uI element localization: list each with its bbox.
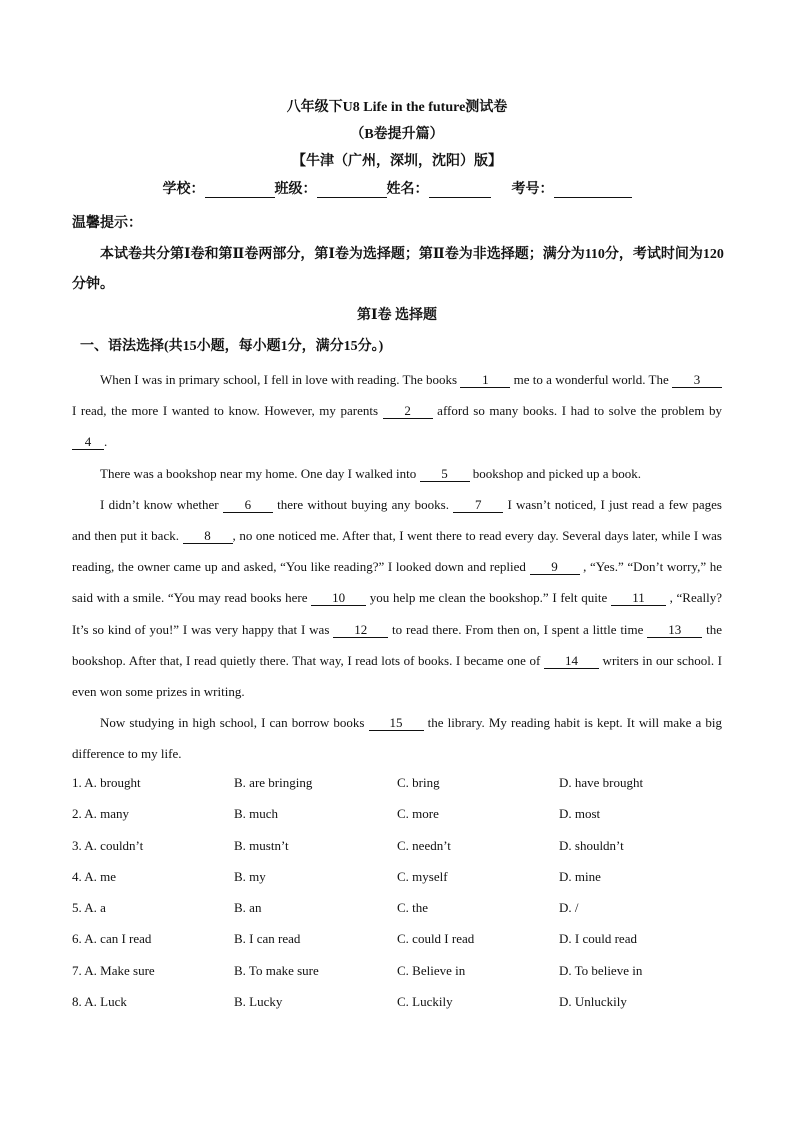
exam-edition: 【牛津（广州，深圳，沈阳）版】: [292, 154, 502, 169]
option-d[interactable]: D. Unluckily: [559, 994, 627, 1010]
class-field[interactable]: [317, 183, 387, 198]
option-d[interactable]: D. most: [559, 806, 601, 822]
passage-text: Now studying in high school, I can borrow books: [100, 715, 369, 731]
blank-2[interactable]: 2: [383, 404, 433, 419]
passage-paragraph-4: [72, 707, 722, 769]
blank-3[interactable]: 3: [672, 373, 722, 388]
question-row: [72, 861, 722, 892]
blank-7[interactable]: 7: [453, 498, 503, 513]
blank-5[interactable]: 5: [420, 467, 470, 482]
passage-text: the library. My reading habit is kept. It will make a big difference to my life.: [72, 715, 722, 762]
passage-text: , “Yes.” “Don’t worry,” he said with a smile. “You may read books here: [72, 559, 723, 606]
blank-14[interactable]: 14: [544, 654, 599, 669]
option-a[interactable]: 3. A. couldn’t: [72, 837, 144, 853]
option-d[interactable]: D. mine: [559, 868, 601, 884]
option-b[interactable]: B. much: [234, 806, 279, 822]
option-a[interactable]: 6. A. can I read: [72, 931, 152, 947]
question-row: [72, 767, 722, 798]
option-a[interactable]: 7. A. Make sure: [72, 962, 155, 978]
passage-text: you help me clean the bookshop.” I felt quite: [366, 590, 611, 606]
option-d[interactable]: D. shouldn’t: [559, 837, 624, 853]
question-row: [72, 923, 722, 954]
passage-text: .: [104, 434, 108, 450]
option-d[interactable]: D. /: [559, 900, 579, 916]
option-c[interactable]: C. Believe in: [397, 962, 466, 978]
tips-heading: 温馨提示：: [72, 216, 142, 231]
blank-9[interactable]: 9: [530, 560, 580, 575]
blank-8[interactable]: 8: [183, 529, 233, 544]
question-row: [72, 892, 722, 923]
blank-11[interactable]: 11: [611, 591, 666, 606]
tips-text: 本试卷共分第Ⅰ卷和第Ⅱ卷两部分，第Ⅰ卷为选择题；第Ⅱ卷为非选择题；满分为110分，考试时间为120分钟。: [72, 247, 724, 292]
option-b[interactable]: B. mustn’t: [234, 837, 289, 853]
blank-12[interactable]: 12: [333, 623, 388, 638]
question-row: [72, 830, 722, 861]
passage-text: I wasn’t noticed, I just read a few pages and then put it back.: [72, 496, 722, 544]
option-a[interactable]: 4. A. me: [72, 868, 117, 884]
option-d[interactable]: D. have brought: [559, 775, 644, 790]
name-label: 姓名：: [386, 182, 429, 197]
class-label: 班级：: [274, 182, 317, 197]
passage-text: me to a wonderful world. The: [510, 372, 672, 387]
blank-15[interactable]: 15: [369, 716, 424, 731]
option-b[interactable]: B. Lucky: [234, 994, 283, 1010]
option-c[interactable]: C. more: [397, 806, 439, 822]
option-d[interactable]: D. I could read: [559, 931, 637, 947]
option-c[interactable]: C. the: [397, 900, 429, 916]
option-a[interactable]: 8. A. Luck: [72, 994, 127, 1010]
option-c[interactable]: C. myself: [397, 868, 448, 884]
student-info-line: [0, 178, 794, 198]
answer-options: [72, 767, 722, 1017]
part-title: 一、语法选择(共15小题，每小题1分，满分15分。): [80, 339, 384, 354]
passage-text: there without buying any books.: [272, 496, 454, 512]
option-a[interactable]: 5. A. a: [72, 900, 106, 916]
passage-paragraph-2: [72, 458, 722, 489]
option-a[interactable]: 1. A. brought: [72, 775, 141, 790]
blank-10[interactable]: 10: [311, 591, 366, 606]
blank-6[interactable]: 6: [223, 498, 273, 513]
number-field[interactable]: [554, 183, 632, 198]
option-c[interactable]: C. needn’t: [397, 837, 451, 853]
option-b[interactable]: B. an: [234, 900, 262, 916]
passage-text: I didn’t know whether: [100, 496, 223, 512]
passage-text: bookshop and picked up a book.: [469, 465, 642, 481]
option-b[interactable]: B. I can read: [234, 931, 301, 947]
option-c[interactable]: C. bring: [397, 775, 440, 790]
question-row: [72, 955, 722, 986]
exam-title: 八年级下U8 Life in the future测试卷: [286, 100, 508, 115]
cloze-passage: [72, 364, 722, 770]
section-title: 第Ⅰ卷 选择题: [356, 308, 438, 323]
passage-text: to read there. From then on, I spent a little time: [388, 621, 648, 637]
passage-paragraph-1: [72, 364, 722, 458]
question-row: [72, 798, 722, 829]
school-field[interactable]: [205, 183, 275, 198]
name-field[interactable]: [429, 183, 491, 198]
passage-paragraph-3: [72, 489, 722, 707]
option-c[interactable]: C. Luckily: [397, 994, 453, 1010]
option-a[interactable]: 2. A. many: [72, 806, 130, 822]
school-label: 学校：: [162, 182, 205, 197]
passage-text: When I was in primary school, I fell in love with reading. The books: [100, 372, 461, 387]
exam-subtitle: （B卷提升篇）: [350, 127, 444, 142]
option-b[interactable]: B. my: [234, 868, 266, 884]
passage-text: I read, the more I wanted to know. However, my parents: [72, 403, 383, 419]
question-row: [72, 986, 722, 1017]
passage-text: There was a bookshop near my home. One day I walked into: [100, 465, 420, 481]
blank-4[interactable]: 4: [72, 435, 104, 450]
passage-text: afford so many books. I had to solve the problem by: [432, 403, 722, 419]
blank-13[interactable]: 13: [647, 623, 702, 638]
number-label: 考号：: [511, 182, 554, 197]
passage-text: , no one noticed me. After that, I went there to read every day. Several days later, while I was reading, the owner came up and asked, “You like reading?” I looked down and replied: [72, 528, 722, 575]
option-d[interactable]: D. To believe in: [559, 962, 643, 978]
passage-text: the bookshop. After that, I read quietly there. That way, I read lots of books. I became one of: [72, 621, 722, 668]
passage-text: , “Really? It’s so kind of you!” I was very happy that I was: [72, 590, 722, 637]
option-b[interactable]: B. To make sure: [234, 962, 319, 978]
passage-text: writers in our school. I even won some prizes in writing.: [72, 652, 722, 700]
option-b[interactable]: B. are bringing: [234, 775, 313, 790]
option-c[interactable]: C. could I read: [397, 931, 475, 947]
blank-1[interactable]: 1: [460, 373, 510, 388]
